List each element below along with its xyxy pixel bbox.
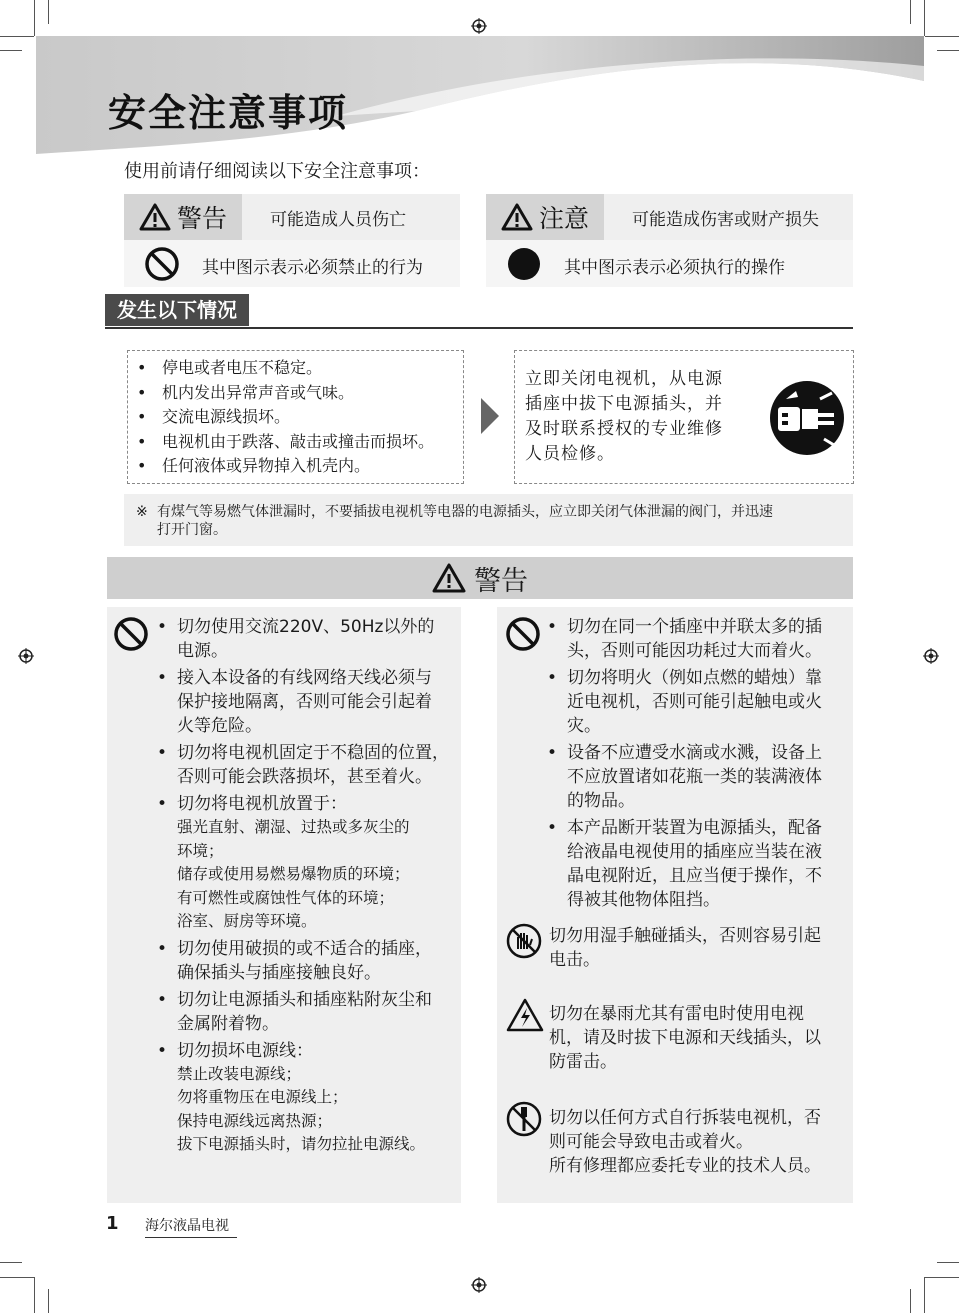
footer-label: 海尔液晶电视 <box>145 1218 229 1234</box>
warning-item: • 切勿将明火（例如点燃的蜡烛）靠 近电视机，否则可能引起触电或火 灾。 <box>545 666 847 738</box>
lightning-warning-icon <box>506 998 544 1032</box>
crop-mark <box>34 0 35 36</box>
gas-leak-note <box>124 494 853 546</box>
warning-item: • 本产品断开装置为电源插头，配备 给液晶电视使用的插座应当装在液 晶电视附近，且应当便于操作，不 得被其他物体阻挡。 <box>545 816 847 912</box>
warning-item: • 切勿将电视机放置于： 强光直射、潮湿、过热或多灰尘的 环境； 储存或使用易燃易爆物质的环境； 有可燃性或腐蚀性气体的环境； 浴室、厨房等环境。 <box>155 792 455 934</box>
note-wet-hands: 切勿用湿手触碰插头，否则容易引起 电击。 <box>549 926 821 970</box>
list-item: • 任何液体或异物掉入机壳内。 <box>128 454 463 479</box>
unplug-icon <box>768 379 846 457</box>
gas-note-line: 打开门窗。 <box>157 522 227 538</box>
warning-list-left <box>155 615 455 1160</box>
crop-mark <box>48 0 49 24</box>
crop-mark <box>0 1262 22 1263</box>
warning-panel-right <box>497 607 853 1203</box>
warning-panel-left <box>107 607 461 1203</box>
crop-mark <box>34 1277 35 1313</box>
prohibited-icon <box>144 246 180 282</box>
legend-warning <box>124 194 460 287</box>
warning-item: • 切勿将电视机固定于不稳固的位置， 否则可能会跌落损坏，甚至着火。 <box>155 741 455 789</box>
warning-item: • 切勿使用破损的或不适合的插座， 确保插头与插座接触良好。 <box>155 937 455 985</box>
registration-mark-icon <box>471 1277 487 1293</box>
warning-triangle-icon <box>139 203 171 231</box>
warning-description: 可能造成人员伤亡 <box>270 210 406 230</box>
crop-mark <box>0 36 34 37</box>
legend-caution <box>486 194 853 287</box>
no-wet-hands-icon <box>506 923 542 959</box>
warning-item: • 切勿使用交流220V、50Hz以外的 电源。 <box>155 615 455 663</box>
warning-item: • 切勿让电源插头和插座粘附灰尘和 金属附着物。 <box>155 988 455 1036</box>
warning-tag <box>124 194 242 240</box>
caution-description: 可能造成伤害或财产损失 <box>632 210 819 230</box>
list-item: • 机内发出异常声音或气味。 <box>128 381 463 406</box>
crop-mark <box>0 1277 34 1278</box>
note-no-disassembly: 切勿以任何方式自行拆装电视机，否 则可能会导致电击或着火。 所有修理都应委托专业的技术人员。 <box>549 1108 821 1176</box>
crop-mark <box>910 1289 911 1313</box>
warning-icon-row <box>124 240 460 287</box>
list-item: • 交流电源线损坏。 <box>128 405 463 430</box>
mandatory-action-icon <box>506 246 542 282</box>
intro-text: 使用前请仔细阅读以下安全注意事项： <box>124 161 430 182</box>
warning-item: • 切勿在同一个插座中并联太多的插 头，否则可能因功耗过大而着火。 <box>545 615 847 663</box>
list-item: • 停电或者电压不稳定。 <box>128 356 463 381</box>
caution-icon-row <box>486 240 853 287</box>
crop-mark <box>924 0 925 36</box>
crop-mark <box>937 1262 959 1263</box>
situation-heading: 发生以下情况 <box>105 294 249 326</box>
page-title: 安全注意事项 <box>108 91 349 135</box>
warning-section-header <box>107 557 853 599</box>
action-text: 立即关闭电视机，从电源 插座中拔下电源插头，并 及时联系授权的专业维修 人员检修。 <box>525 369 723 464</box>
warning-item: • 切勿损坏电源线： 禁止改装电源线； 勿将重物压在电源线上； 保持电源线远离热源； 拔下电源插头时，请勿拉扯电源线。 <box>155 1039 455 1157</box>
page-number: 1 <box>106 1213 119 1234</box>
caution-tag <box>486 194 604 240</box>
gas-note-line: 有煤气等易燃气体泄漏时，不要插拔电视机等电器的电源插头，应立即关闭气体泄漏的阀门，并迅速 <box>157 504 773 520</box>
warning-list-right <box>545 615 847 915</box>
prohibited-icon <box>505 616 541 652</box>
crop-mark <box>925 36 959 37</box>
list-item: • 电视机由于跌落、敲击或撞击而损坏。 <box>128 430 463 455</box>
warning-tag-label: 警告 <box>176 204 227 233</box>
caution-icon-note: 其中图示表示必须执行的操作 <box>564 258 785 278</box>
warning-icon-note: 其中图示表示必须禁止的行为 <box>202 258 423 278</box>
section-divider <box>105 327 853 329</box>
crop-mark <box>910 0 911 24</box>
arrow-right-icon <box>479 396 501 436</box>
note-mark: ※ <box>136 504 148 520</box>
warning-section-title: 警告 <box>474 565 528 597</box>
crop-mark <box>925 1277 959 1278</box>
crop-mark <box>48 1289 49 1313</box>
warning-triangle-icon <box>501 203 533 231</box>
registration-mark-icon <box>18 648 34 664</box>
caution-tag-label: 注意 <box>538 204 589 233</box>
situation-box <box>127 350 464 484</box>
registration-mark-icon <box>471 18 487 34</box>
warning-triangle-icon <box>432 563 466 593</box>
warning-item: • 设备不应遭受水滴或水溅，设备上 不应放置诸如花瓶一类的装满液体 的物品。 <box>545 741 847 813</box>
action-box <box>514 350 854 484</box>
registration-mark-icon <box>923 648 939 664</box>
no-disassembly-icon <box>506 1101 542 1137</box>
crop-mark <box>924 1277 925 1313</box>
crop-mark <box>937 50 959 51</box>
warning-item: • 接入本设备的有线网络天线必须与 保护接地隔离，否则可能会引起着 火等危险。 <box>155 666 455 738</box>
prohibited-icon <box>113 616 149 652</box>
footer-divider <box>145 1237 237 1238</box>
crop-mark <box>0 50 22 51</box>
note-lightning: 切勿在暴雨尤其有雷电时使用电视 机，请及时拔下电源和天线插头，以 防雷击。 <box>549 1004 821 1072</box>
